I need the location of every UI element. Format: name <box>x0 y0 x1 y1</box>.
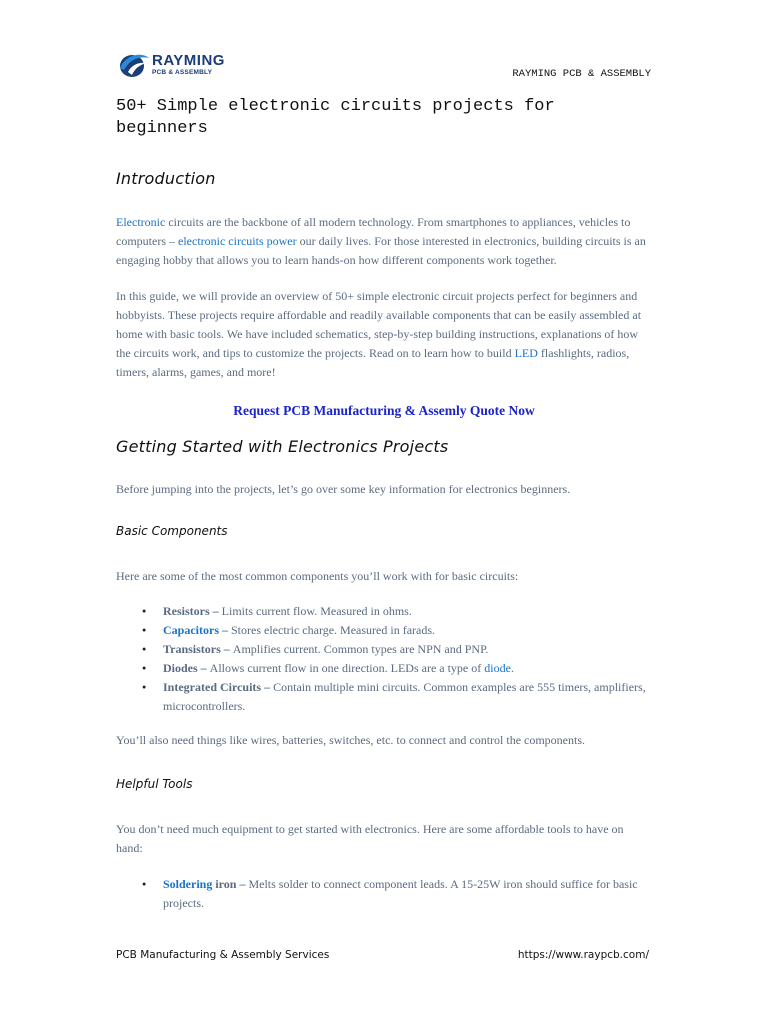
tools-list <box>116 875 652 913</box>
list-item-capacitors <box>142 621 652 640</box>
basic-components-heading: Basic Components <box>116 524 228 538</box>
term-separator: – <box>220 642 233 656</box>
introduction-heading: Introduction <box>116 169 216 188</box>
intro-p1-text-1: circuits are the backbone of all modern technology. From smartphones to appliances, vehicles to computers – <box>116 215 631 248</box>
term-transistors: Transistors <box>163 642 221 656</box>
page-header <box>0 0 768 90</box>
intro-p2-text-2: flashlights, radios, timers, alarms, games, and more! <box>116 346 630 379</box>
term-separator: – <box>236 877 249 891</box>
term-separator: – <box>219 623 231 637</box>
intro-paragraph-1 <box>116 213 652 270</box>
led-link[interactable]: LED <box>514 346 538 360</box>
logo-subtitle: PCB & ASSEMBLY <box>152 69 213 77</box>
page-footer <box>116 949 649 961</box>
item-description: Stores electric charge. Measured in farads. <box>231 623 436 637</box>
footer-website-link[interactable]: https://www.raypcb.com/ <box>517 949 649 961</box>
basic-components-intro: Here are some of the most common components you’ll work with for basic circuits: <box>116 569 519 583</box>
components-list <box>116 602 652 716</box>
item-description-end: . <box>510 661 514 675</box>
item-description: Amplifies current. Common types are NPN and PNP. <box>232 642 489 656</box>
term-integrated-circuits: Integrated Circuits <box>163 680 262 694</box>
header-company-name: RAYMING PCB & ASSEMBLY <box>512 68 651 80</box>
getting-started-paragraph: Before jumping into the projects, let’s go over some key information for electronics beginners. <box>116 482 571 496</box>
item-description: Allows current flow in one direction. LEDs are a type of <box>209 661 485 675</box>
term-separator: – <box>261 680 274 694</box>
list-item-transistors <box>142 640 652 659</box>
intro-paragraph-2 <box>116 287 652 382</box>
rayming-logo-icon <box>116 50 150 80</box>
diode-link[interactable]: diode <box>484 661 511 675</box>
request-quote-link[interactable]: Request PCB Manufacturing & Assemly Quote Now <box>233 403 535 418</box>
logo-name: RAYMING <box>152 52 225 70</box>
term-separator: – <box>197 661 210 675</box>
getting-started-heading: Getting Started with Electronics Projects <box>116 437 449 456</box>
page-title: 50+ Simple electronic circuits projects for beginners <box>116 97 555 138</box>
term-resistors: Resistors <box>163 604 210 618</box>
item-description: Melts solder to connect component leads. A 15-25W iron should suffice for basic projects. <box>163 877 638 910</box>
helpful-tools-intro: You don’t need much equipment to get started with electronics. Here are some affordable tools to have on hand: <box>116 822 624 855</box>
list-item-integrated-circuits <box>142 678 652 716</box>
intro-p2-text-1: In this guide, we will provide an overview of 50+ simple electronic circuit projects perfect for beginners and hobbyists. These projects require affordable and readily available components that can be easily assembled at home with basic tools. We have included schematics, step-by-step building instructions, explanations of how the circuits work, and tips to customize the projects. Read on to learn how to build <box>116 289 642 360</box>
rayming-logo[interactable] <box>116 50 225 80</box>
term-separator: – <box>209 604 222 618</box>
helpful-tools-heading: Helpful Tools <box>116 777 193 791</box>
list-item-diodes <box>142 659 652 678</box>
list-item-resistors <box>142 602 652 621</box>
term-diodes: Diodes <box>163 661 198 675</box>
electronic-circuits-power-link[interactable]: electronic circuits power <box>178 234 297 248</box>
intro-p1-text-2: our daily lives. For those interested in electronics, building circuits is an engaging hobby that allows you to learn hands-on how different components work together. <box>116 234 646 267</box>
electronic-link[interactable]: Electronic <box>116 215 166 229</box>
capacitors-link[interactable]: Capacitors <box>163 623 219 637</box>
term-iron: iron <box>212 877 237 891</box>
list-item-soldering-iron <box>142 875 652 913</box>
basic-components-outro: You’ll also need things like wires, batteries, switches, etc. to connect and control the components. <box>116 733 586 747</box>
item-description: Contain multiple mini circuits. Common examples are 555 timers, amplifiers, microcontrollers. <box>163 680 646 713</box>
footer-services-text: PCB Manufacturing & Assembly Services <box>116 949 330 961</box>
document-body <box>116 92 652 913</box>
soldering-link[interactable]: Soldering <box>163 877 213 891</box>
item-description: Limits current flow. Measured in ohms. <box>221 604 412 618</box>
